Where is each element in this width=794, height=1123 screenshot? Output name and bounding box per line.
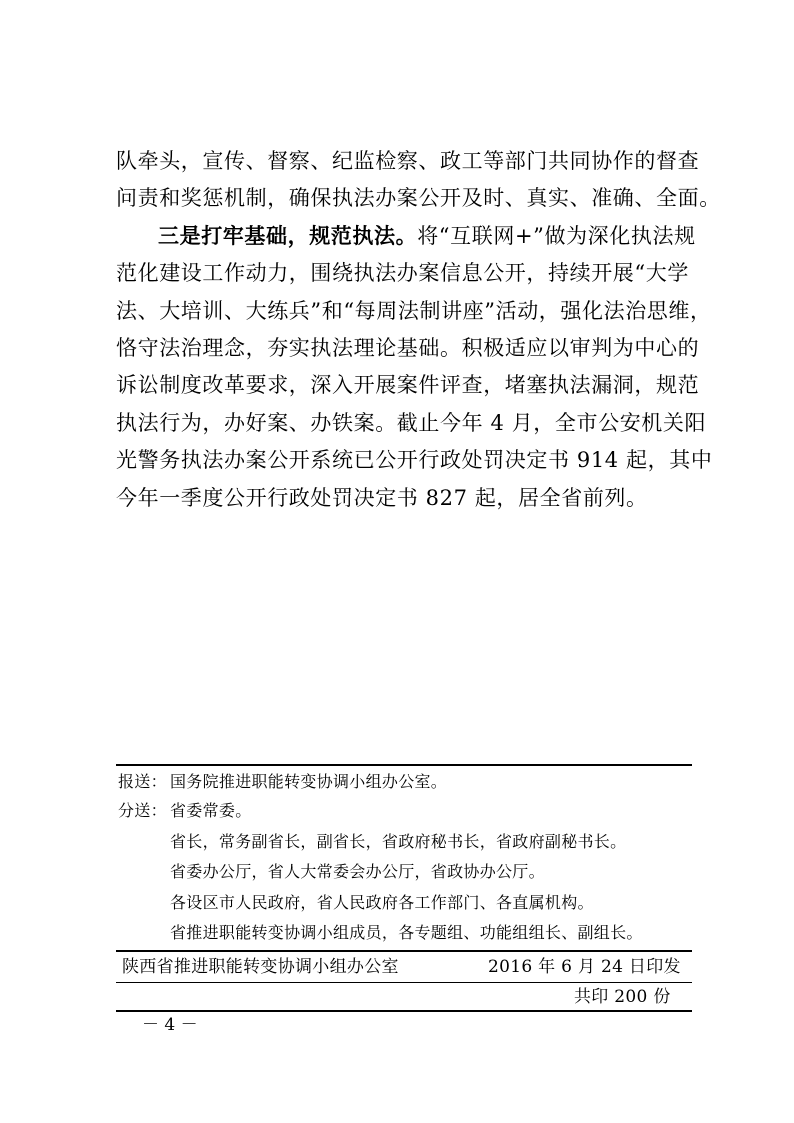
body-line-1: 队牵头，宣传、督察、纪监检察、政工等部门共同协作的督查 <box>116 149 700 173</box>
copy-line-2: 省长，常务副省长，副省长，省政府秘书长，省政府副秘书长。 <box>170 832 627 851</box>
copy-line-5: 省推进职能转变协调小组成员，各专题组、功能组组长、副组长。 <box>170 923 643 942</box>
section-heading: 三是打牢基础，规范执法。 <box>158 224 418 248</box>
issuer: 陕西省推进职能转变协调小组办公室 <box>122 957 399 977</box>
issuer-top-rule <box>116 950 692 952</box>
copy-label: 分送： <box>118 801 167 820</box>
body-line-2: 问责和奖惩机制，确保执法办案公开及时、真实、准确、全面。 <box>116 186 721 210</box>
body-line-9: 光警务执法办案公开系统已公开行政处罚决定书 914 起，其中 <box>116 448 713 472</box>
bottom-rule <box>116 1010 692 1012</box>
body-line-4: 范化建设工作动力，围绕执法办案信息公开，持续开展“大学 <box>116 261 689 285</box>
page-number: － 4 － <box>142 1015 198 1035</box>
body-line-10: 今年一季度公开行政处罚决定书 827 起，居全省前列。 <box>116 486 648 510</box>
body-paragraph-3 <box>158 224 696 248</box>
report-to: 国务院推进职能转变协调小组办公室。 <box>170 772 448 791</box>
copy-line-4: 各设区市人民政府，省人民政府各工作部门、各直属机构。 <box>170 893 594 912</box>
body-line-5: 法、大培训、大练兵”和“每周法制讲座”活动，强化法治思维， <box>116 299 712 323</box>
body-line-7: 诉讼制度改革要求，深入开展案件评查，堵塞执法漏洞，规范 <box>116 373 700 397</box>
top-rule <box>116 764 692 766</box>
report-label: 报送： <box>118 772 167 791</box>
body-line-3-rest: 将“互联网+”做为深化执法规 <box>417 224 696 248</box>
print-copies: 共印 200 份 <box>574 987 671 1007</box>
body-line-6: 恪守法治理念，夯实执法理论基础。积极适应以审判为中心的 <box>116 336 700 360</box>
copy-line-3: 省委办公厅，省人大常委会办公厅，省政协办公厅。 <box>170 862 545 881</box>
issuer-bottom-rule <box>116 982 692 983</box>
copy-line-1: 省委常委。 <box>170 801 252 820</box>
body-line-8: 执法行为，办好案、办铁案。截止今年 4 月，全市公安机关阳 <box>116 411 707 435</box>
issue-date: 2016 年 6 月 24 日印发 <box>488 957 681 977</box>
